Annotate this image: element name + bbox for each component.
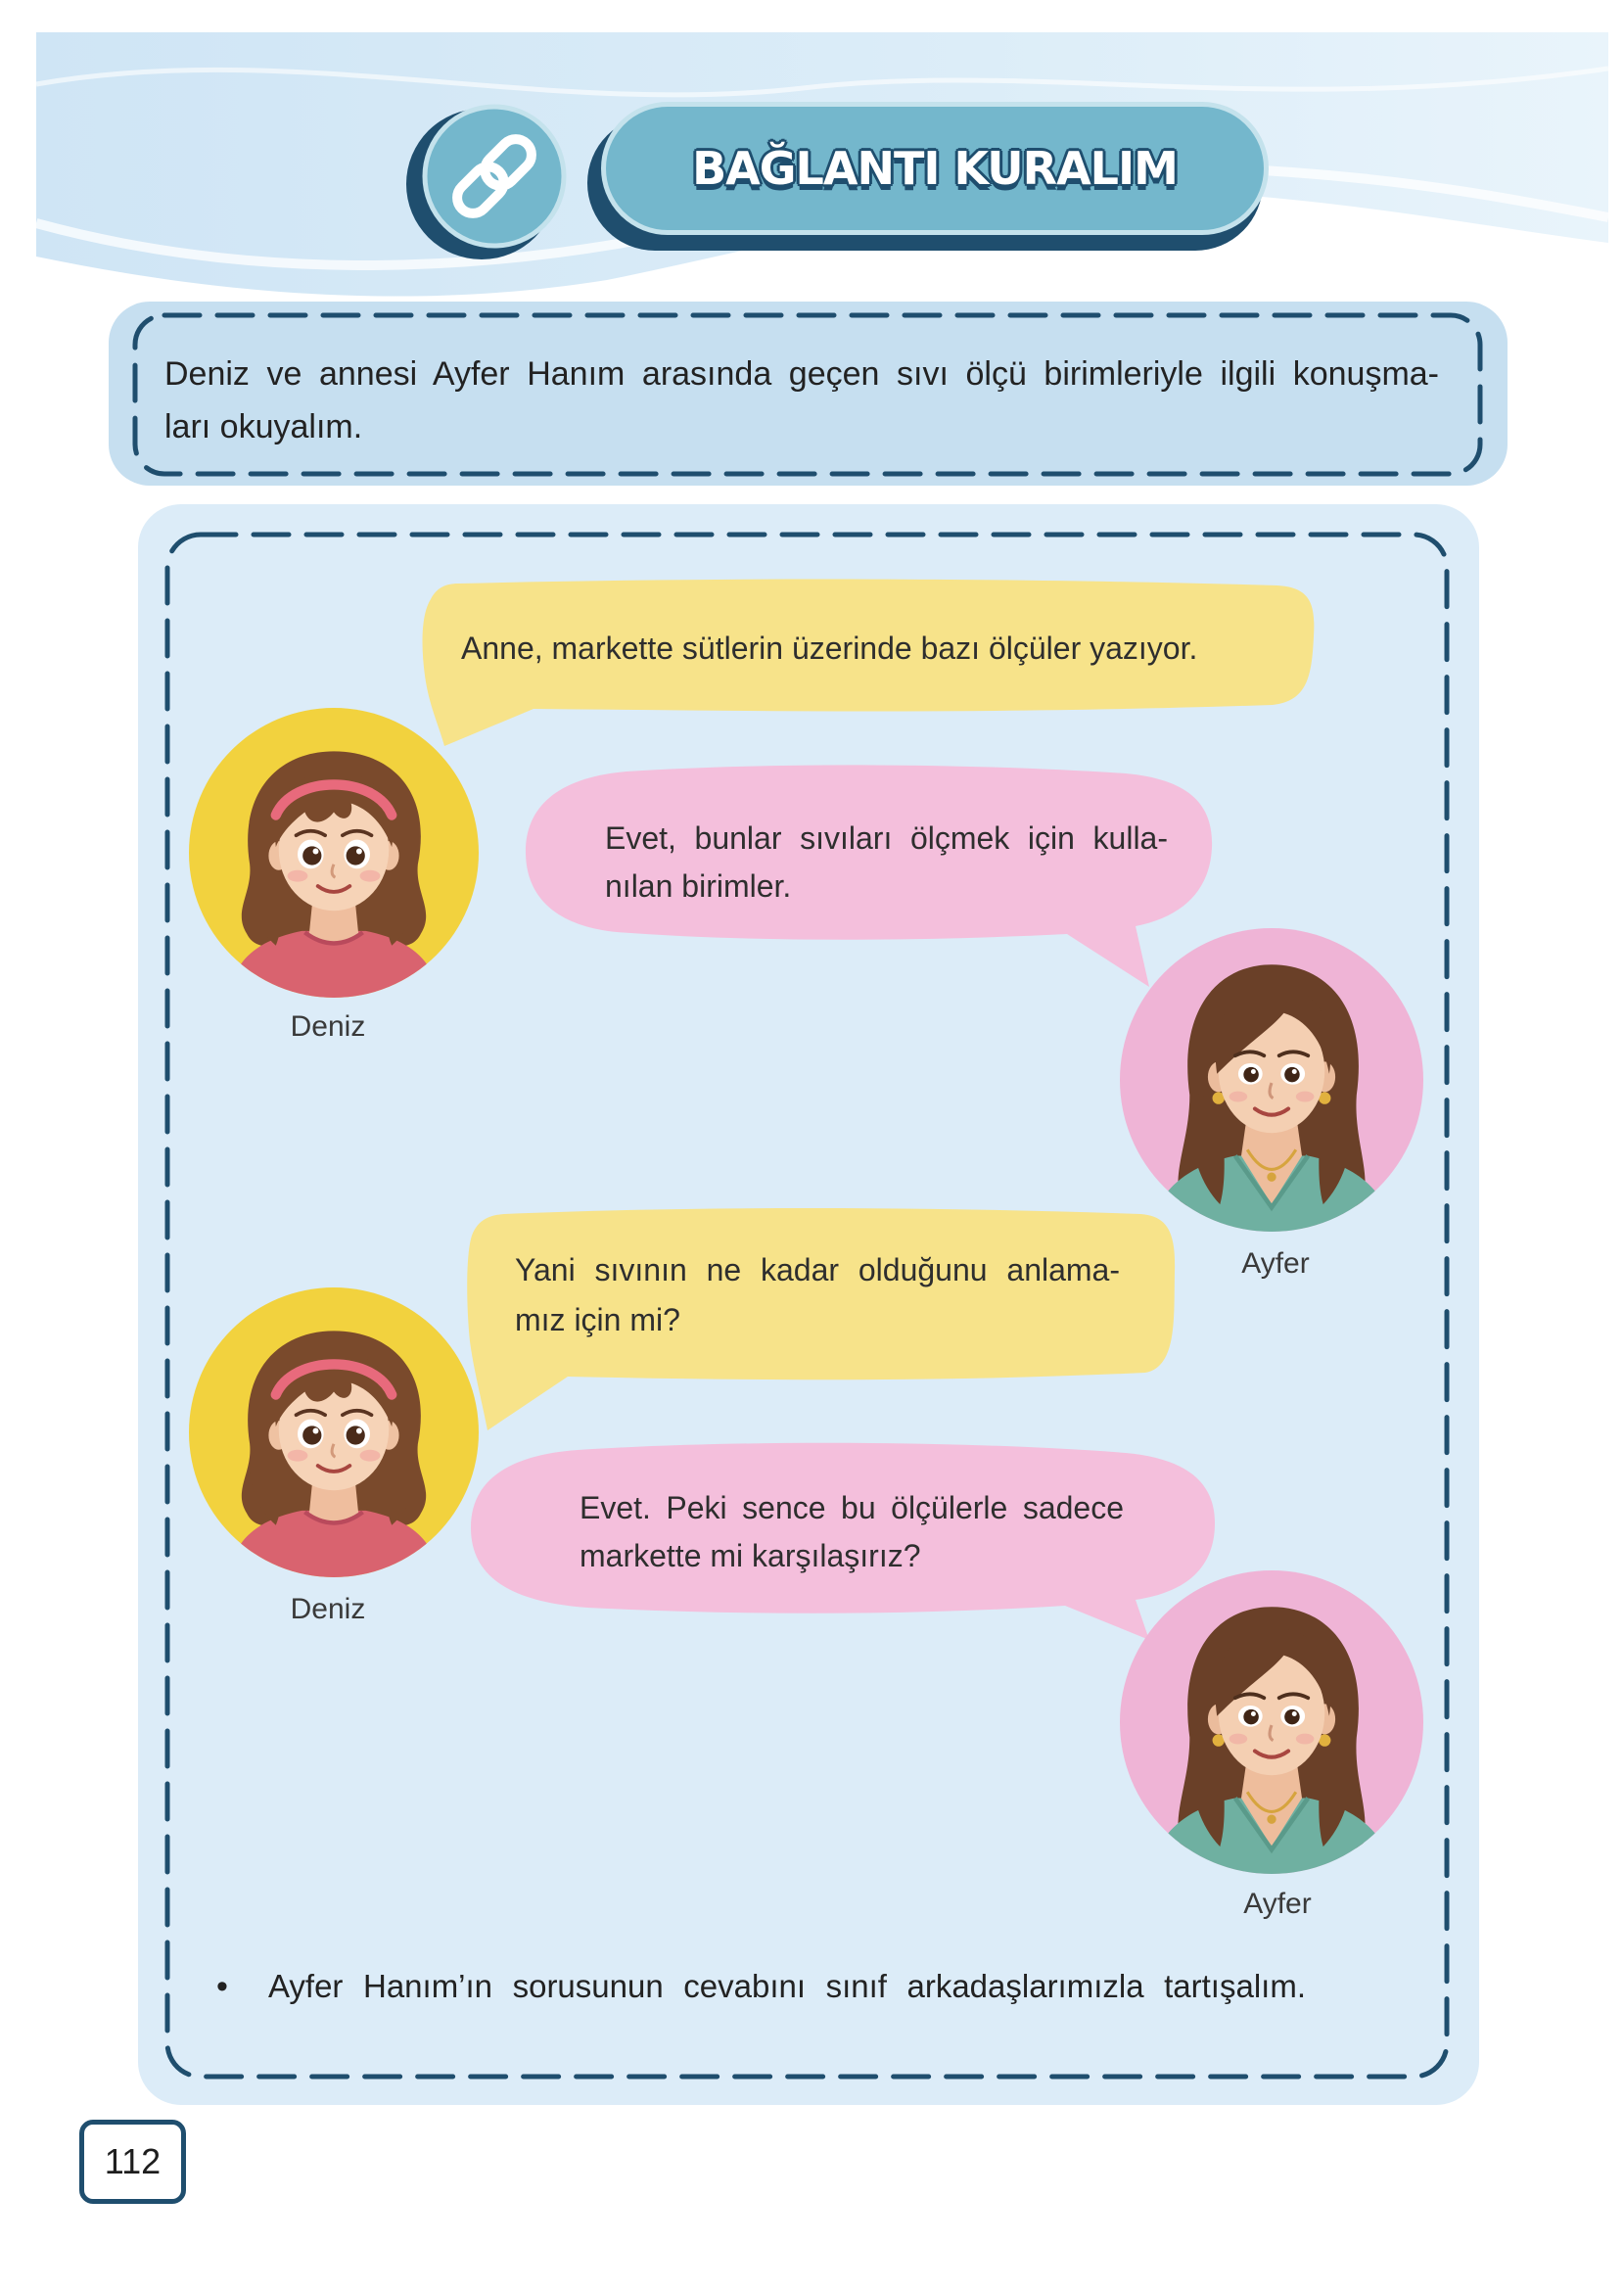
page-number-text: 112 bbox=[104, 2141, 162, 2181]
page-number bbox=[79, 2120, 186, 2204]
avatar-label-deniz: Deniz bbox=[290, 1593, 366, 1625]
speech-line: nılan birimler. bbox=[605, 868, 792, 904]
instruction-text bbox=[164, 348, 1439, 453]
speech-text-4 bbox=[580, 1484, 1124, 1580]
speech-line: Yani sıvının ne kadar olduğunu anlama- bbox=[515, 1252, 1120, 1287]
speech-line: markette mi karşılaşırız? bbox=[580, 1538, 921, 1573]
speech-text-1 bbox=[461, 625, 1274, 673]
link-badge bbox=[403, 96, 580, 262]
task-text: Ayfer Hanım’ın sorusunun cevabını sınıf arkadaşlarımızla tartışalım. bbox=[268, 1968, 1306, 2004]
instruction-line-1: Deniz ve annesi Ayfer Hanım arasında geçen sıvı ölçü birimleriyle ilgili konuşma- bbox=[164, 355, 1439, 393]
ayfer-avatar bbox=[1120, 1570, 1423, 1874]
avatar-label-ayfer: Ayfer bbox=[1243, 1888, 1312, 1920]
instruction-line-2: ları okuyalım. bbox=[164, 408, 363, 445]
deniz-illustration bbox=[189, 1287, 479, 1577]
deniz-avatar bbox=[189, 1287, 479, 1577]
deniz-illustration bbox=[189, 708, 479, 998]
ayfer-avatar bbox=[1120, 928, 1423, 1232]
speech-text-3 bbox=[515, 1245, 1120, 1345]
bullet-icon: • bbox=[216, 1968, 228, 2005]
speech-text-2 bbox=[605, 815, 1168, 911]
deniz-avatar bbox=[189, 708, 479, 998]
speech-line: Anne, markette sütlerin üzerinde bazı ölçüler yazıyor. bbox=[461, 631, 1198, 666]
ayfer-illustration bbox=[1120, 928, 1423, 1232]
section-title: BAĞLANTI KURALIM bbox=[692, 142, 1178, 195]
avatar-label-ayfer: Ayfer bbox=[1241, 1247, 1310, 1280]
ayfer-illustration bbox=[1120, 1570, 1423, 1874]
title-pill bbox=[601, 102, 1269, 235]
avatar-label-deniz: Deniz bbox=[290, 1010, 366, 1043]
speech-line: Evet, bunlar sıvıları ölçmek için kulla- bbox=[605, 820, 1168, 856]
speech-line: Evet. Peki sence bu ölçülerle sadece bbox=[580, 1490, 1124, 1525]
speech-line: mız için mi? bbox=[515, 1302, 680, 1337]
